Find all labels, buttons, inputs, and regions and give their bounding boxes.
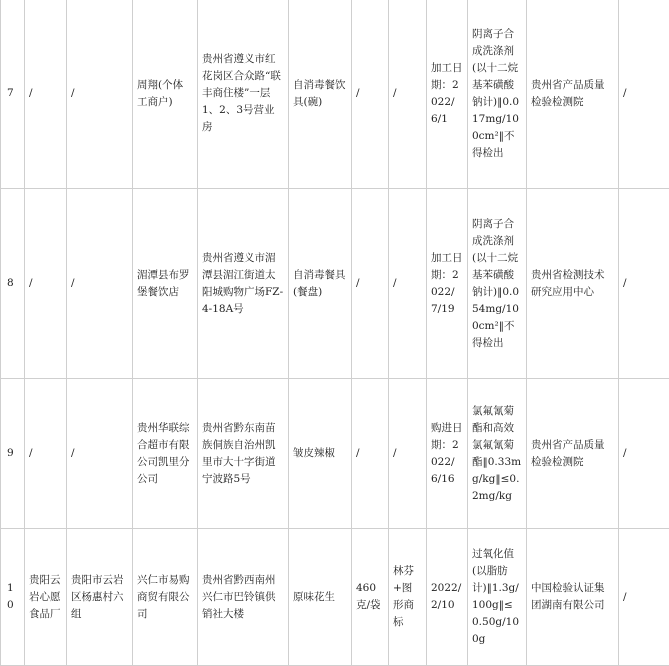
testing-agency: 中国检验认证集团湖南有限公司 bbox=[527, 529, 619, 666]
product-name: 皱皮辣椒 bbox=[289, 379, 352, 529]
specification: / bbox=[352, 0, 389, 189]
row-number: 7 bbox=[1, 0, 25, 189]
manufacturer-address: / bbox=[67, 189, 133, 379]
table-row bbox=[1, 189, 669, 379]
production-date: 购进日期：2022/6/16 bbox=[427, 379, 468, 529]
manufacturer-address: / bbox=[67, 379, 133, 529]
production-date: 2022/2/10 bbox=[427, 529, 468, 666]
failed-item: 氯氟氰菊酯和高效氯氟氰菊酯‖0.33mg/kg‖≤0.2mg/kg bbox=[468, 379, 527, 529]
specification: / bbox=[352, 189, 389, 379]
sampled-unit-address: 贵州省黔西南州兴仁市巴铃镇供销社大楼 bbox=[198, 529, 289, 666]
remark: / bbox=[619, 379, 669, 529]
specification: 460克/袋 bbox=[352, 529, 389, 666]
production-date: 加工日期：2022/6/1 bbox=[427, 0, 468, 189]
testing-agency: 贵州省产品质量检验检测院 bbox=[527, 379, 619, 529]
sampled-unit-address: 贵州省遵义市湄潭县湄江街道太阳城购物广场FZ-4-18A号 bbox=[198, 189, 289, 379]
remark: / bbox=[619, 189, 669, 379]
failed-item: 阴离子合成洗涤剂(以十二烷基苯磺酸钠计)‖0.054mg/100cm²‖不得检出 bbox=[468, 189, 527, 379]
table-row bbox=[1, 0, 669, 189]
sampled-unit: 贵州华联综合超市有限公司凯里分公司 bbox=[133, 379, 198, 529]
specification: / bbox=[352, 379, 389, 529]
brand: / bbox=[389, 379, 427, 529]
failed-item: 阴离子合成洗涤剂(以十二烷基苯磺酸钠计)‖0.017mg/100cm²‖不得检出 bbox=[468, 0, 527, 189]
remark: / bbox=[619, 0, 669, 189]
sampled-unit-address: 贵州省遵义市红花岗区合众路“联丰商住楼”一层1、2、3号营业房 bbox=[198, 0, 289, 189]
brand: 林芬+图形商标 bbox=[389, 529, 427, 666]
product-name: 自消毒餐具(餐盘) bbox=[289, 189, 352, 379]
testing-agency: 贵州省检测技术研究应用中心 bbox=[527, 189, 619, 379]
manufacturer-address: / bbox=[67, 0, 133, 189]
row-number: 10 bbox=[1, 529, 25, 666]
brand: / bbox=[389, 189, 427, 379]
manufacturer-address: 贵阳市云岩区杨惠村六组 bbox=[67, 529, 133, 666]
sampled-unit: 周翔(个体工商户) bbox=[133, 0, 198, 189]
remark: / bbox=[619, 529, 669, 666]
sampled-unit: 湄潭县布罗堡餐饮店 bbox=[133, 189, 198, 379]
brand: / bbox=[389, 0, 427, 189]
manufacturer-name: / bbox=[25, 189, 67, 379]
sampled-unit: 兴仁市易购商贸有限公司 bbox=[133, 529, 198, 666]
table-row bbox=[1, 529, 669, 666]
sampled-unit-address: 贵州省黔东南苗族侗族自治州凯里市大十字街道宁波路5号 bbox=[198, 379, 289, 529]
production-date: 加工日期：2022/7/19 bbox=[427, 189, 468, 379]
failed-item: 过氧化值(以脂肪计)‖1.3g/100g‖≤0.50g/100g bbox=[468, 529, 527, 666]
testing-agency: 贵州省产品质量检验检测院 bbox=[527, 0, 619, 189]
manufacturer-name: / bbox=[25, 0, 67, 189]
manufacturer-name: / bbox=[25, 379, 67, 529]
table-row bbox=[1, 379, 669, 529]
row-number: 8 bbox=[1, 189, 25, 379]
product-name: 自消毒餐饮具(碗) bbox=[289, 0, 352, 189]
row-number: 9 bbox=[1, 379, 25, 529]
manufacturer-name: 贵阳云岩心愿食品厂 bbox=[25, 529, 67, 666]
product-name: 原味花生 bbox=[289, 529, 352, 666]
